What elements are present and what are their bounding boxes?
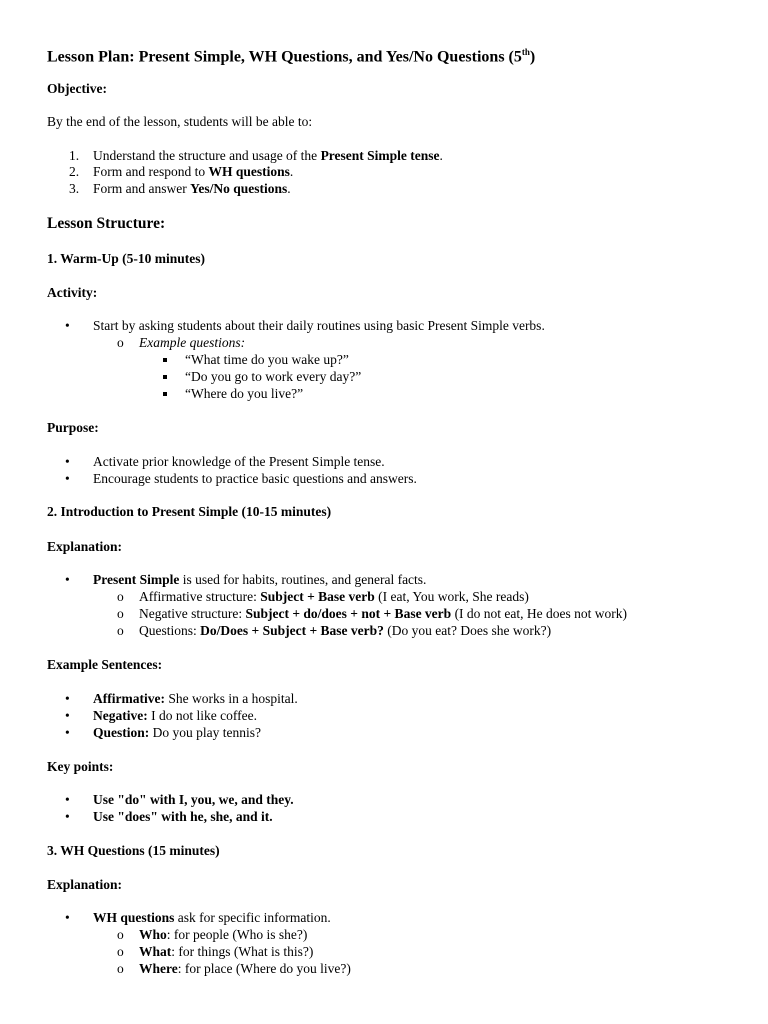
bullet-circle-icon: o <box>117 335 124 350</box>
bullet-dot-icon: • <box>65 725 70 740</box>
bullet-square-icon <box>163 375 167 379</box>
bullet-dot-icon: • <box>65 454 70 469</box>
bullet-dot-icon: • <box>65 318 70 333</box>
bullet-dot-icon: • <box>65 691 70 706</box>
warmup-heading: 1. Warm-Up (5-10 minutes) <box>47 251 205 266</box>
wh-explanation-heading: Explanation: <box>47 877 123 892</box>
explanation-heading: Explanation: <box>47 539 123 554</box>
bullet-circle-icon: o <box>117 961 124 976</box>
activity-heading: Activity: <box>47 285 98 300</box>
objective-heading: Objective: <box>47 81 107 96</box>
key-points-heading: Key points: <box>47 759 114 774</box>
bullet-square-icon <box>163 358 167 362</box>
bullet-circle-icon: o <box>117 944 124 959</box>
bullet-dot-icon: • <box>65 471 70 486</box>
bullet-dot-icon: • <box>65 792 70 807</box>
example-sentences-heading: Example Sentences: <box>47 657 163 672</box>
lesson-structure-heading: Lesson Structure: <box>47 215 166 232</box>
bullet-dot-icon: • <box>65 708 70 723</box>
bullet-dot-icon: • <box>65 809 70 824</box>
bullet-circle-icon: o <box>117 623 124 638</box>
bullet-circle-icon: o <box>117 589 124 604</box>
bullet-circle-icon: o <box>117 927 124 942</box>
bullet-dot-icon: • <box>65 572 70 587</box>
objective-intro: By the end of the lesson, students will be able to: <box>47 114 313 129</box>
wh-questions-heading: 3. WH Questions (15 minutes) <box>47 843 220 858</box>
bullet-dot-icon: • <box>65 910 70 925</box>
purpose-heading: Purpose: <box>47 420 99 435</box>
page-title: Lesson Plan: Present Simple, WH Questions, and Yes/No Questions (5th) <box>47 47 536 66</box>
bullet-square-icon <box>163 392 167 396</box>
bullet-circle-icon: o <box>117 606 124 621</box>
present-simple-heading: 2. Introduction to Present Simple (10-15 minutes) <box>47 504 332 519</box>
